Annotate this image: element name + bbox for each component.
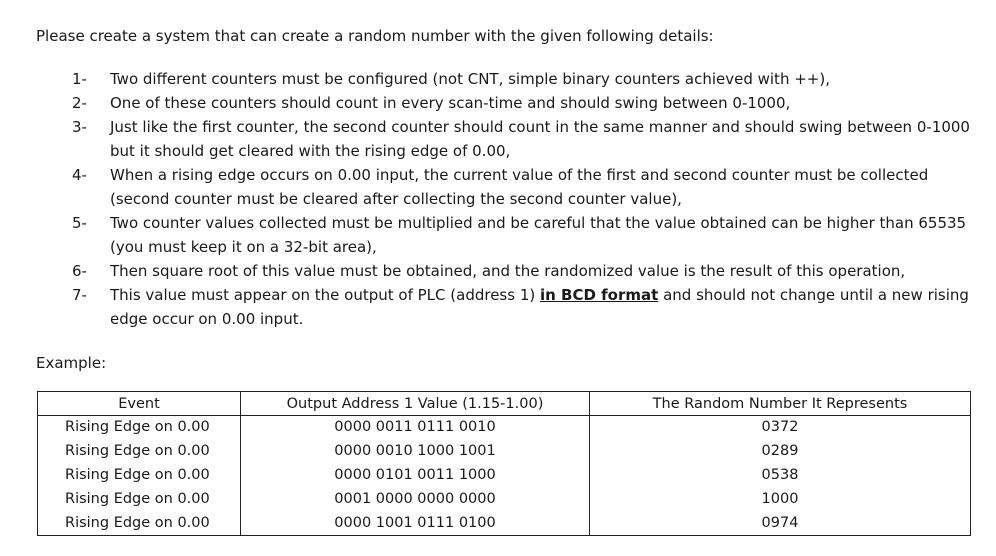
random-number-cell: 0289 (590, 440, 971, 464)
example-table (37, 391, 971, 536)
event-cell: Rising Edge on 0.00 (38, 440, 241, 464)
list-item-number: 1- (72, 70, 87, 88)
list-item-number: 6- (72, 262, 87, 280)
output-cell: 0000 0010 1000 1001 (241, 440, 590, 464)
random-number-cell: 0538 (590, 464, 971, 488)
table-row (38, 464, 971, 488)
table-row (38, 440, 971, 464)
output-cell: 0000 1001 0111 0100 (241, 511, 590, 535)
table-header-row (38, 392, 971, 416)
list-item-number: 4- (72, 166, 87, 184)
list-item-text: Two different counters must be configured (not CNT, simple binary counters achieved with ++), (110, 70, 830, 88)
list-item-text: When a rising edge occurs on 0.00 input, the current value of the first and second counter must be collected (second counter must be cleared after collecting the second counter value), (110, 166, 929, 208)
list-item (72, 163, 972, 211)
table-row (38, 416, 971, 440)
list-item (72, 259, 972, 283)
list-item (72, 211, 972, 259)
column-header-output: Output Address 1 Value (1.15-1.00) (241, 392, 590, 416)
list-item (72, 67, 972, 91)
random-number-cell: 1000 (590, 487, 971, 511)
event-cell: Rising Edge on 0.00 (38, 464, 241, 488)
event-cell: Rising Edge on 0.00 (38, 416, 241, 440)
list-item-number: 7- (72, 286, 87, 304)
list-item (72, 91, 972, 115)
table-row (38, 487, 971, 511)
output-cell: 0000 0011 0111 0010 (241, 416, 590, 440)
output-cell: 0000 0101 0011 1000 (241, 464, 590, 488)
event-cell: Rising Edge on 0.00 (38, 487, 241, 511)
text-before: This value must appear on the output of PLC (address 1) (110, 286, 540, 304)
list-item-number: 3- (72, 118, 87, 136)
list-item-text: Then square root of this value must be obtained, and the randomized value is the result of this operation, (110, 262, 906, 280)
list-item (72, 115, 972, 163)
list-item-text: Just like the first counter, the second counter should count in the same manner and should swing between 0-1000 but it should get cleared with the rising edge of 0.00, (110, 118, 970, 160)
list-item-text: One of these counters should count in every scan-time and should swing between 0-1000, (110, 94, 791, 112)
table-row (38, 511, 971, 535)
random-number-cell: 0974 (590, 511, 971, 535)
example-label: Example: (36, 354, 107, 372)
requirements-list (72, 67, 972, 331)
column-header-random-number: The Random Number It Represents (590, 392, 971, 416)
random-number-cell: 0372 (590, 416, 971, 440)
output-cell: 0001 0000 0000 0000 (241, 487, 590, 511)
list-item-number: 5- (72, 214, 87, 232)
list-item-text (110, 283, 972, 331)
list-item (72, 283, 972, 331)
bcd-format-emphasis: in BCD format (540, 286, 659, 304)
text-after: and should not change until a new rising edge occur on 0.00 input. (110, 286, 969, 328)
event-cell: Rising Edge on 0.00 (38, 511, 241, 535)
column-header-event: Event (38, 392, 241, 416)
list-item-text: Two counter values collected must be multiplied and be careful that the value obtained can be higher than 65535 (you must keep it on a 32-bit area), (110, 214, 967, 256)
list-item-number: 2- (72, 94, 87, 112)
intro-paragraph: Please create a system that can create a random number with the given following details: (36, 27, 714, 45)
